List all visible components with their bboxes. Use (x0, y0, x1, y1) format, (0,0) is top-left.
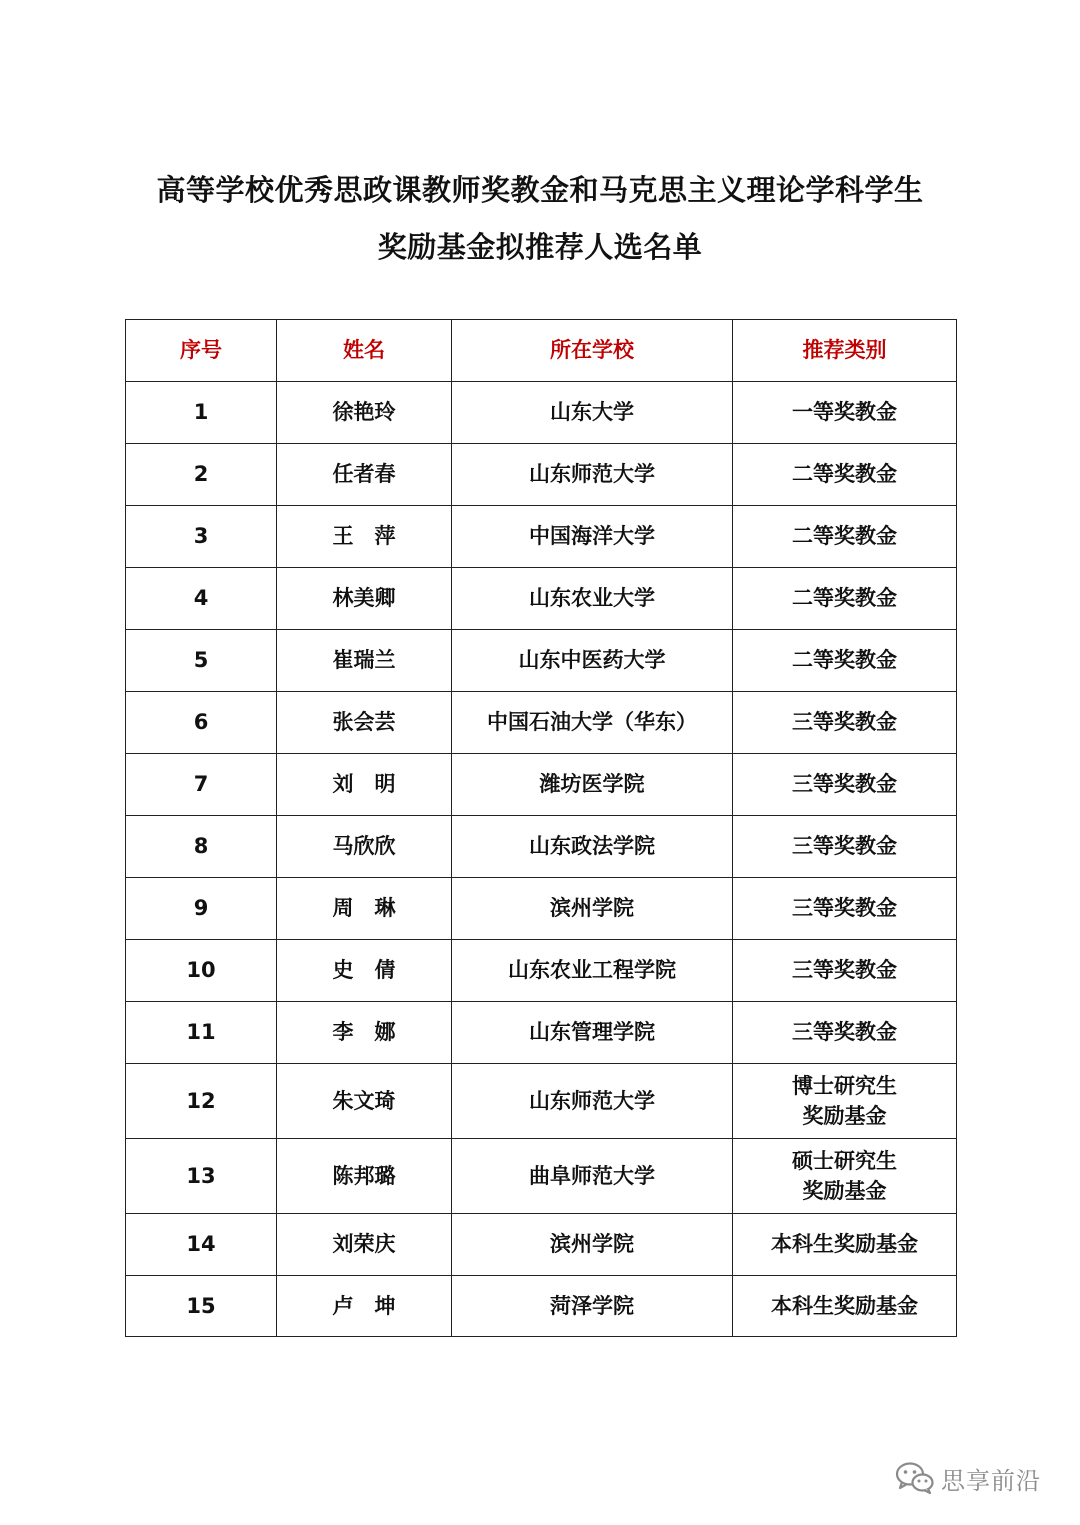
cell-number: 11 (126, 1002, 277, 1064)
table-row (126, 692, 957, 754)
cell-category (733, 1064, 957, 1139)
cell-category (733, 1002, 957, 1064)
cell-category (733, 568, 957, 630)
cell-name: 马欣欣 (277, 816, 452, 878)
category-line: 三等奖教金 (792, 772, 897, 797)
table-row (126, 1064, 957, 1139)
cell-name: 刘荣庆 (277, 1214, 452, 1276)
cell-school: 潍坊医学院 (452, 754, 733, 816)
table-row (126, 382, 957, 444)
cell-name: 任者春 (277, 444, 452, 506)
cell-number: 1 (126, 382, 277, 444)
cell-number: 7 (126, 754, 277, 816)
cell-school: 山东大学 (452, 382, 733, 444)
category-line: 二等奖教金 (792, 524, 897, 549)
cell-school: 山东农业大学 (452, 568, 733, 630)
category-line: 二等奖教金 (792, 462, 897, 487)
cell-number: 12 (126, 1064, 277, 1139)
cell-category (733, 506, 957, 568)
table-row (126, 940, 957, 1002)
cell-category (733, 444, 957, 506)
table-row (126, 1214, 957, 1276)
category-line: 二等奖教金 (792, 586, 897, 611)
header-name: 姓名 (277, 320, 452, 382)
table-row (126, 1002, 957, 1064)
table-row (126, 568, 957, 630)
cell-school: 山东师范大学 (452, 1064, 733, 1139)
table-row (126, 878, 957, 940)
candidate-table (125, 319, 957, 1337)
cell-name: 张会芸 (277, 692, 452, 754)
cell-school: 滨州学院 (452, 878, 733, 940)
cell-category (733, 1276, 957, 1337)
document-title-line2: 奖励基金拟推荐人选名单 (377, 230, 703, 264)
category-line: 三等奖教金 (792, 1020, 897, 1045)
cell-category (733, 754, 957, 816)
category-line: 博士研究生 (792, 1073, 897, 1098)
cell-category (733, 1139, 957, 1214)
cell-name: 崔瑞兰 (277, 630, 452, 692)
category-line: 三等奖教金 (792, 710, 897, 735)
cell-school: 滨州学院 (452, 1214, 733, 1276)
cell-name: 林美卿 (277, 568, 452, 630)
cell-name: 王 萍 (277, 506, 452, 568)
category-line: 一等奖教金 (792, 400, 897, 425)
table-row (126, 754, 957, 816)
cell-name: 李 娜 (277, 1002, 452, 1064)
cell-category (733, 382, 957, 444)
cell-school: 菏泽学院 (452, 1276, 733, 1337)
table-row (126, 444, 957, 506)
cell-school: 中国石油大学（华东） (452, 692, 733, 754)
cell-category (733, 816, 957, 878)
watermark-text: 思享前沿 (941, 1466, 1041, 1495)
cell-name: 周 琳 (277, 878, 452, 940)
cell-name: 刘 明 (277, 754, 452, 816)
category-line: 本科生奖励基金 (771, 1232, 918, 1257)
cell-number: 5 (126, 630, 277, 692)
category-line: 奖励基金 (802, 1104, 887, 1128)
cell-name: 陈邦璐 (277, 1139, 452, 1214)
cell-school: 中国海洋大学 (452, 506, 733, 568)
cell-school: 曲阜师范大学 (452, 1139, 733, 1214)
category-line: 本科生奖励基金 (771, 1293, 918, 1318)
cell-number: 13 (126, 1139, 277, 1214)
cell-name: 徐艳玲 (277, 382, 452, 444)
cell-name: 卢 坤 (277, 1276, 452, 1337)
cell-school: 山东政法学院 (452, 816, 733, 878)
cell-number: 10 (126, 940, 277, 1002)
category-line: 三等奖教金 (792, 834, 897, 859)
table-row (126, 630, 957, 692)
table-body (126, 382, 957, 1337)
cell-number: 14 (126, 1214, 277, 1276)
cell-number: 8 (126, 816, 277, 878)
cell-number: 6 (126, 692, 277, 754)
cell-category (733, 692, 957, 754)
cell-name: 史 倩 (277, 940, 452, 1002)
header-number: 序号 (126, 320, 277, 382)
cell-number: 2 (126, 444, 277, 506)
category-line: 二等奖教金 (792, 648, 897, 673)
category-line: 硕士研究生 (792, 1148, 897, 1173)
header-category: 推荐类别 (733, 320, 957, 382)
cell-category (733, 940, 957, 1002)
cell-category (733, 878, 957, 940)
category-line: 奖励基金 (802, 1179, 887, 1203)
table-row (126, 1139, 957, 1214)
wechat-icon (895, 1461, 935, 1495)
cell-school: 山东农业工程学院 (452, 940, 733, 1002)
category-line: 三等奖教金 (792, 896, 897, 921)
cell-category (733, 1214, 957, 1276)
cell-school: 山东中医药大学 (452, 630, 733, 692)
category-line: 三等奖教金 (792, 958, 897, 983)
cell-school: 山东师范大学 (452, 444, 733, 506)
cell-category (733, 630, 957, 692)
cell-number: 4 (126, 568, 277, 630)
table-row (126, 506, 957, 568)
table-row (126, 816, 957, 878)
cell-number: 9 (126, 878, 277, 940)
document-title-line1: 高等学校优秀思政课教师奖教金和马克思主义理论学科学生 (156, 173, 924, 207)
cell-school: 山东管理学院 (452, 1002, 733, 1064)
watermark (895, 1458, 1041, 1498)
cell-name: 朱文琦 (277, 1064, 452, 1139)
table-header-row (126, 320, 957, 382)
header-school: 所在学校 (452, 320, 733, 382)
table-row (126, 1276, 957, 1337)
cell-number: 3 (126, 506, 277, 568)
cell-number: 15 (126, 1276, 277, 1337)
